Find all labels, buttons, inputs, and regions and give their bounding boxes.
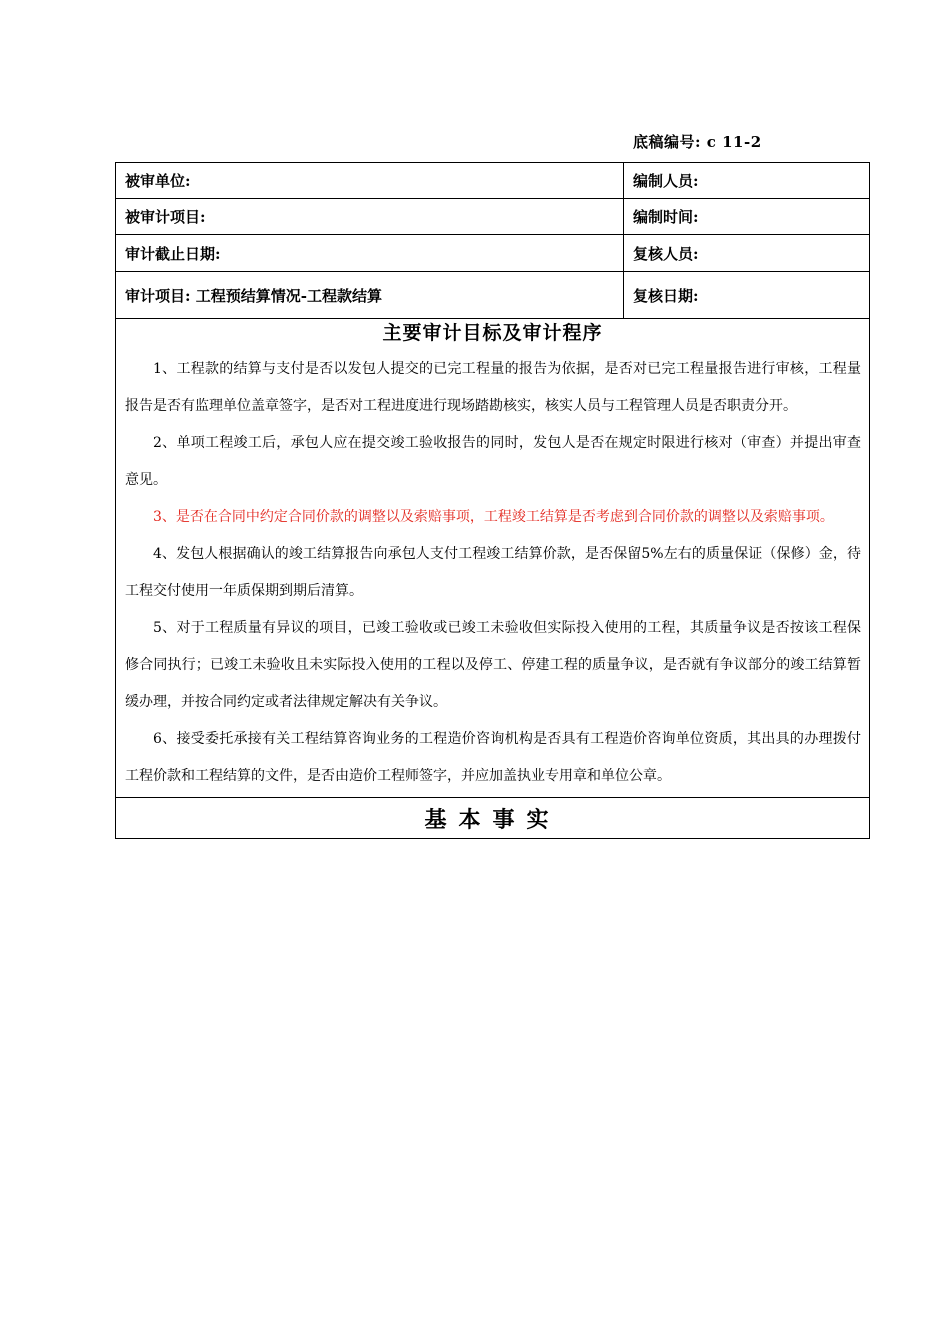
procedures-list (116, 347, 869, 797)
reviewer-label: 复核人员: (624, 235, 870, 272)
procedure-item-3-highlighted: 3、是否在合同中约定合同价款的调整以及索赔事项，工程竣工结算是否考虑到合同价款的调整以及索赔事项。 (153, 509, 834, 525)
procedures-cell (116, 319, 870, 798)
table-row (116, 272, 870, 319)
audited-project-label: 被审计项目: (116, 199, 624, 235)
preparer-label: 编制人员: (624, 163, 870, 199)
procedure-item-4: 4、发包人根据确认的竣工结算报告向承包人支付工程竣工结算价款，是否保留5%左右的质量保证（保修）金，待工程交付使用一年质保期到期后清算。 (125, 546, 861, 599)
review-date-label: 复核日期: (624, 272, 870, 319)
prepared-date-label: 编制时间: (624, 199, 870, 235)
audit-worksheet-table (115, 162, 870, 839)
audit-item-label: 审计项目: 工程预结算情况-工程款结算 (116, 272, 624, 319)
table-row (116, 235, 870, 272)
procedures-title: 主要审计目标及审计程序 (382, 322, 603, 344)
audited-unit-label: 被审单位: (116, 163, 624, 199)
facts-cell (116, 798, 870, 839)
procedures-row (116, 319, 870, 798)
audit-cutoff-date-label: 审计截止日期: (116, 235, 624, 272)
table-row (116, 199, 870, 235)
procedure-item-1: 1、工程款的结算与支付是否以发包人提交的已完工程量的报告为依据，是否对已完工程量报告进行审核，工程量报告是否有监理单位盖章签字，是否对工程进度进行现场踏勘核实，核实人员与工程管理人员是否职责分开。 (125, 361, 861, 414)
procedure-item-5: 5、对于工程质量有异议的项目，已竣工验收或已竣工未验收但实际投入使用的工程，其质量争议是否按该工程保修合同执行；已竣工未验收且未实际投入使用的工程以及停工、停建工程的质量争议，是否就有争议部分的竣工结算暂缓办理，并按合同约定或者法律规定解决有关争议。 (125, 620, 861, 710)
facts-title: 基本事实 (424, 806, 561, 833)
facts-row (116, 798, 870, 839)
procedure-item-6: 6、接受委托承接有关工程结算咨询业务的工程造价咨询机构是否具有工程造价咨询单位资质，其出具的办理拨付工程价款和工程结算的文件，是否由造价工程师签字，并应加盖执业专用章和单位公章。 (125, 731, 861, 784)
table-row (116, 163, 870, 199)
procedure-item-2: 2、单项工程竣工后，承包人应在提交竣工验收报告的同时，发包人是否在规定时限进行核对（审查）并提出审查意见。 (125, 435, 861, 488)
document-code: 底稿编号: c 11-2 (633, 133, 762, 151)
